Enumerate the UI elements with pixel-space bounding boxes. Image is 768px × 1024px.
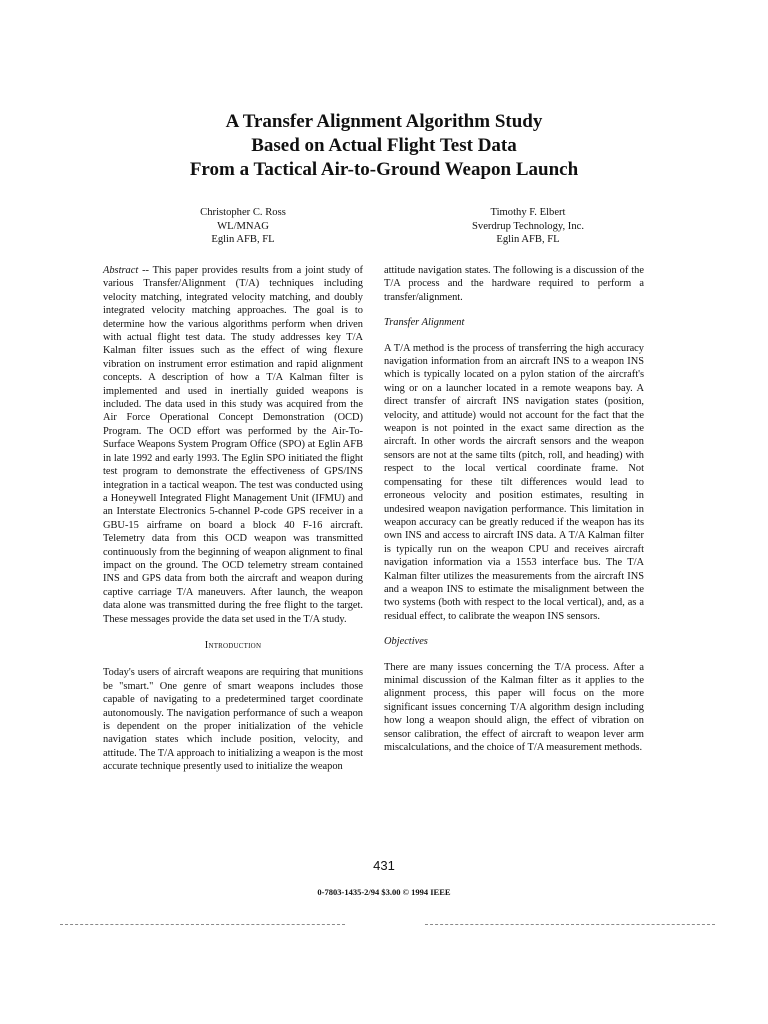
author-name: Timothy F. Elbert (490, 207, 566, 218)
left-column (103, 264, 363, 774)
title-line-2: Based on Actual Flight Test Data (251, 135, 517, 156)
scan-artifact-line (60, 924, 345, 925)
introduction-heading: Introduction (204, 639, 262, 651)
author-location: Eglin AFB, FL (211, 234, 275, 245)
scan-artifact-line (425, 924, 715, 925)
right-column (384, 264, 644, 754)
objectives-text: There are many issues concerning the T/A process. After a minimal discussion of the Kalman filter as it applies to the alignment process, this paper will focus on the more significant issues concerning T/A algorithm design including how long a weapon should align, the effect of vibration on sensor calibration, the effect of aircraft to weapon lever arm miscalculations, and the choice of T/A measurement methods. (384, 661, 644, 753)
abstract-label: Abstract (103, 265, 139, 276)
title-line-1: A Transfer Alignment Algorithm Study (225, 111, 543, 132)
copyright-footer: 0-7803-1435-2/94 $3.00 © 1994 IEEE (317, 887, 451, 897)
author-org: Sverdrup Technology, Inc. (472, 220, 584, 232)
introduction-text: Today's users of aircraft weapons are requiring that munitions be "smart." One genre of smart weapons includes those capable of navigating to a predetermined target coordinate autonomously. The navigation performance of such a weapon is dependent on the proper initialization of the vehicle navigation states which include position, velocity, and attitude. The T/A approach to initializing a weapon is the most accurate technique presently used to initialize the weapon (103, 667, 363, 773)
page-number: 431 (373, 858, 395, 873)
paper-title (0, 110, 768, 182)
continued-text: attitude navigation states. The following is a discussion of the T/A process and the hardware required to perform a transfer/alignment. (384, 265, 644, 303)
transfer-alignment-heading: Transfer Alignment (384, 317, 465, 329)
objectives-heading: Objectives (384, 636, 428, 648)
author-block-1 (158, 206, 328, 247)
title-line-3: From a Tactical Air-to-Ground Weapon Launch (189, 159, 579, 180)
author-org: WL/MNAG (217, 220, 269, 232)
author-block-2 (443, 206, 613, 247)
transfer-alignment-text: A T/A method is the process of transferring the high accuracy navigation information from an aircraft INS to a weapon INS which is typically located on a pylon station of the aircraft's wing or on a launcher located in a remote weapons bay. A direct transfer of aircraft INS navigation states (position, velocity, and attitude) would not account for the fact that the weapon is not pointed in the exact same direction as the aircraft. In other words the aircraft sensors and the weapon sensors are not at the same tilts (pitch, roll, and heading) with respect to the local vertical coordinate frame. Not compensating for these tilt differences would lead to erroneous velocity and position estimates, resulting in undesired weapon navigation performance. This limitation in weapon accuracy can be greatly reduced if the weapon has its own INS and access to aircraft INS data. A T/A Kalman filter is typically run on the weapon CPU and receives aircraft navigation information via a 1553 interface bus. The T/A Kalman filter utilizes the measurements from the aircraft INS and a weapon INS to estimate the misalignment between the two systems (both with respect to the local vertical), and, as a residual effect, to calibrate the weapon INS sensors. (384, 342, 644, 622)
abstract-paragraph (103, 264, 363, 626)
abstract-text: -- This paper provides results from a joint study of various Transfer/Alignment (T/A) techniques including velocity matching, integrated velocity matching, and doubly integrated velocity matching approaches. The goal is to determine how the various algorithms perform when driven with actual flight test data. The study addresses key T/A Kalman filter issues such as the effect of wing flexure vibration on instrument error estimation and rapid alignment concepts. A description of how a T/A Kalman filter is implemented and used in inertially guided weapons is included. The data used in this study was acquired from the Air Force Operational Concept Demonstration (OCD) Program. The OCD effort was performed by the Air-To-Surface Weapons System Program Office (SPO) at Eglin AFB in late 1992 and early 1993. The Eglin SPO initiated the flight test program to demonstrate the effectiveness of GPS/INS integration in a tactical weapon. The test was conducted using a Honeywell Integrated Flight Management Unit (IFMU) and an Interstate Electronics 5-channel P-code GPS receiver in a GBU-15 airframe on board a block 40 F-16 aircraft. Telemetry data from this OCD weapon was transmitted continuously from the beginning of weapon alignment to final impact on the ground. The OCD telemetry stream contained INS and GPS data from both the aircraft and weapon during captive carriage T/A maneuvers. After launch, the weapon data alone was transmitted during the free flight to the target. These messages provide the data set used in the T/A study. (103, 265, 363, 625)
author-name: Christopher C. Ross (200, 207, 286, 218)
author-location: Eglin AFB, FL (496, 234, 560, 245)
